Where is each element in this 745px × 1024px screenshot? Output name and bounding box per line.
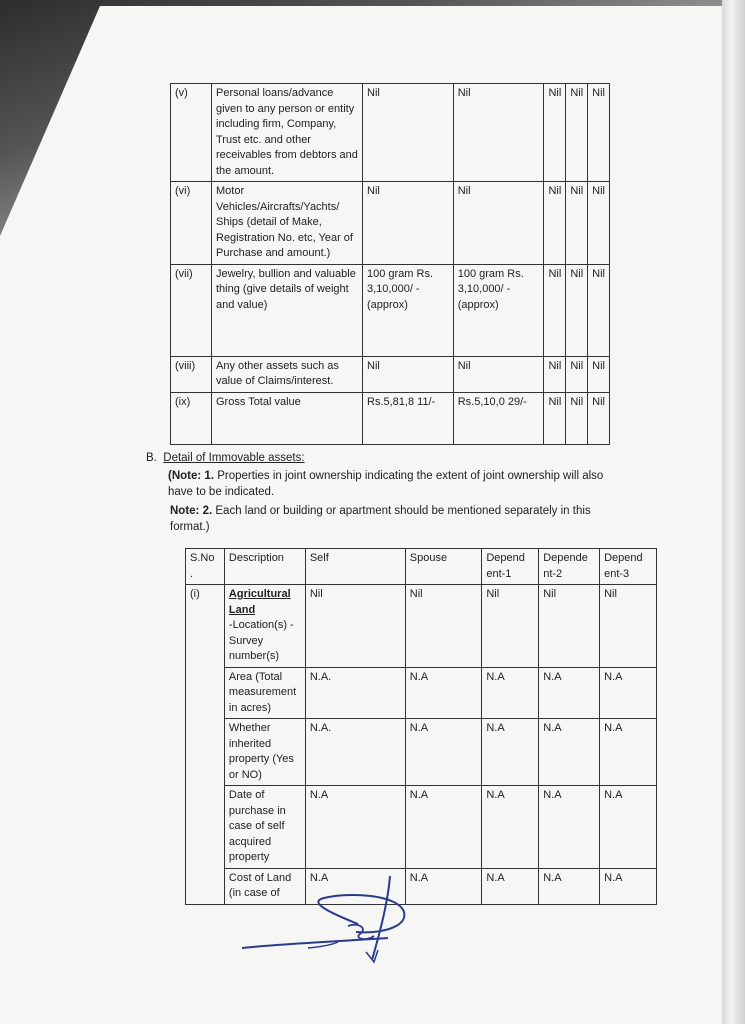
dependent-3-value: N.A [600,667,657,719]
self-value: 100 gram Rs. 3,10,000/ - (approx) [363,264,454,356]
spouse-value: Nil [453,356,544,392]
spouse-value: N.A [405,786,482,869]
dependent-3-value: N.A [600,868,657,904]
dependent-3-value: Nil [588,264,610,356]
page-stack-edge [722,0,745,1024]
header-self: Self [305,549,405,585]
self-value: N.A [305,786,405,869]
header-dependent-1: Depend ent-1 [482,549,539,585]
row-description: Jewelry, bullion and valuable thing (give details of weight and value) [212,264,363,356]
dependent-1-value: Nil [544,84,566,182]
table-row [171,182,610,265]
dependent-1-value: Nil [544,264,566,356]
note-1 [168,468,618,500]
row-description: Personal loans/advance given to any person or entity including firm, Company, Trust etc. and other receivables from debtors and the amount. [212,84,363,182]
section-label: B. [146,452,157,464]
row-number: (vi) [171,182,212,265]
dependent-1-value: N.A [482,719,539,786]
dependent-3-value: Nil [588,182,610,265]
table-row [171,264,610,356]
note-2-prefix: Note: [170,505,200,517]
header-dependent-2: Depende nt-2 [539,549,600,585]
self-value: Rs.5,81,8 11/- [363,392,454,444]
spouse-value: Rs.5,10,0 29/- [453,392,544,444]
self-value: Nil [305,585,405,668]
dependent-3-value: Nil [588,356,610,392]
spouse-value: Nil [453,182,544,265]
spouse-value: Nil [453,84,544,182]
dependent-3-value: Nil [588,84,610,182]
movable-assets-table [170,83,610,445]
table-row [186,719,657,786]
table-header-row [186,549,657,585]
row-number: (i) [186,585,225,905]
dependent-1-value: N.A [482,786,539,869]
spouse-value: N.A [405,868,482,904]
header-description: Description [224,549,305,585]
dependent-1-value: N.A [482,667,539,719]
dependent-3-value: Nil [588,392,610,444]
description-detail: -Location(s) -Survey number(s) [228,619,294,662]
section-b-heading [146,452,305,464]
table-row [186,667,657,719]
dependent-1-value: N.A [482,868,539,904]
dependent-1-value: Nil [544,392,566,444]
dependent-3-value: N.A [600,786,657,869]
row-description: Cost of Land (in case of [224,868,305,904]
dependent-2-value: N.A [539,667,600,719]
row-description: Gross Total value [212,392,363,444]
dependent-2-value: N.A [539,786,600,869]
spouse-value: 100 gram Rs. 3,10,000/ - (approx) [453,264,544,356]
signature-mark [238,872,428,972]
note-1-number: 1. [204,470,215,482]
row-number: (vii) [171,264,212,356]
dependent-1-value: Nil [482,585,539,668]
self-value: Nil [363,182,454,265]
dependent-2-value: Nil [566,392,588,444]
row-description: Any other assets such as value of Claims/interest. [212,356,363,392]
dependent-1-value: Nil [544,182,566,265]
dependent-2-value: Nil [539,585,600,668]
dependent-1-value: Nil [544,356,566,392]
table-row [171,84,610,182]
row-description: Motor Vehicles/Aircrafts/Yachts/ Ships (detail of Make, Registration No. etc, Year of Purchase and amount.) [212,182,363,265]
dependent-2-value: Nil [566,84,588,182]
note-2-text: Each land or building or apartment should be mentioned separately in this format.) [170,505,591,533]
row-description: Date of purchase in case of self acquired property [224,786,305,869]
table-row [186,786,657,869]
dependent-3-value: Nil [600,585,657,668]
section-title: Detail of Immovable assets: [163,452,305,464]
row-number: (viii) [171,356,212,392]
self-value: N.A. [305,719,405,786]
table-row [171,356,610,392]
dependent-2-value: Nil [566,264,588,356]
header-sno: S.No . [186,549,225,585]
row-number: (v) [171,84,212,182]
description-title: Agricultural Land [228,588,291,616]
note-2 [170,503,600,535]
spouse-value: Nil [405,585,482,668]
row-description: Whether inherited property (Yes or NO) [224,719,305,786]
self-value: Nil [363,84,454,182]
table-row [186,585,657,668]
table-row [171,392,610,444]
dependent-3-value: N.A [600,719,657,786]
dependent-2-value: Nil [566,356,588,392]
note-1-prefix: (Note: [168,470,202,482]
header-spouse: Spouse [405,549,482,585]
spouse-value: N.A [405,719,482,786]
note-1-text: Properties in joint ownership indicating the extent of joint ownership will also have to be indicated. [168,470,604,498]
immovable-assets-table [185,548,657,905]
note-2-number: 2. [202,505,213,517]
row-number: (ix) [171,392,212,444]
self-value: N.A. [305,667,405,719]
dependent-2-value: N.A [539,868,600,904]
dependent-2-value: N.A [539,719,600,786]
header-dependent-3: Depend ent-3 [600,549,657,585]
spouse-value: N.A [405,667,482,719]
dependent-2-value: Nil [566,182,588,265]
self-value: Nil [363,356,454,392]
row-description: Area (Total measurement in acres) [224,667,305,719]
self-value: N.A [305,868,405,904]
row-description [224,585,305,668]
